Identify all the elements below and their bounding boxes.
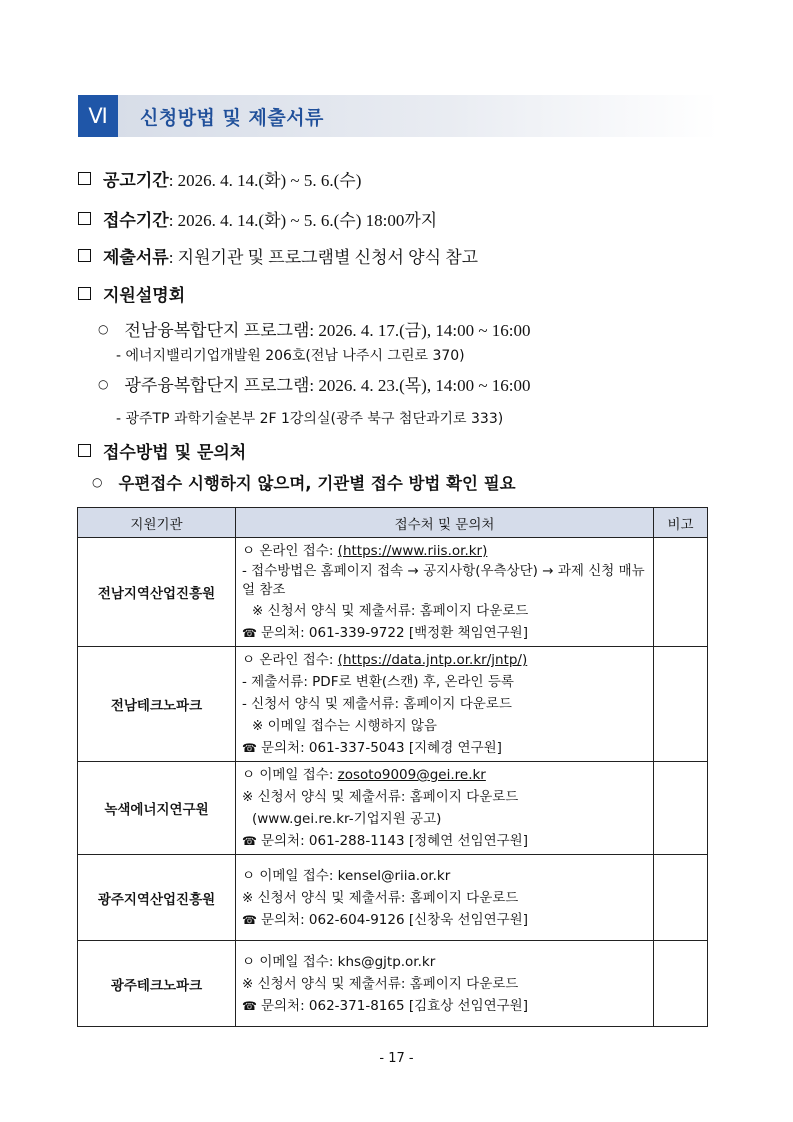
phone-icon: ☎ [242,741,257,755]
line-text: ㅇ 이메일 접수: kensel@riia.or.kr [242,867,451,884]
briefing-heading [78,281,185,306]
contact-table [77,507,708,1027]
org-name: 광주테크노파크 [78,941,236,1027]
table-row [78,647,708,762]
receipt-period [78,206,437,231]
docs-text: : 지원기관 및 프로그램별 신청서 양식 참고 [168,248,479,267]
briefing-place-2 [116,408,503,428]
receipt-label: 접수기간 [103,211,169,231]
phone-icon: ☎ [242,998,257,1013]
line-text: ※ 신청서 양식 및 제출서류: 홈페이지 다운로드 [242,789,519,805]
line-text: - 제출서류: PDF로 변환(스캔) 후, 온라인 등록 [242,674,514,690]
line-text: ㅇ 온라인 접수: [242,652,338,668]
contact-info [236,538,654,647]
briefing-place-1 [116,345,465,365]
org-name: 전남지역산업진흥원 [78,538,236,647]
bullet-circle-icon: ○ [92,475,103,489]
line-text: ※ 신청서 양식 및 제출서류: 홈페이지 다운로드 [252,603,529,619]
contact-info [236,762,654,855]
session-title: 전남융복합단지 프로그램: 2026. 4. 17.(금), 14:00 ~ 16:00 [124,321,531,340]
line-text: 문의처: 061-339-9722 [백정환 책임연구원] [260,625,528,641]
link[interactable]: (https://data.jntp.or.kr/jntp/) [337,652,528,668]
line-text: (www.gei.re.kr-기업지원 공고) [252,811,442,827]
header-contact: 접수처 및 문의처 [236,508,654,538]
remark-cell [654,762,708,855]
section-number: Ⅵ [78,95,118,137]
line-text: 문의처: 062-604-9126 [신창욱 선임연구원] [260,911,528,928]
briefing-session-1 [98,316,531,341]
session-place: - 광주TP 과학기술본부 2F 1강의실(광주 북구 첨단과기로 333) [116,411,504,427]
checkbox-square-icon [78,172,91,185]
method-note-text: 우편접수 시행하지 않으며, 기관별 접수 방법 확인 필요 [118,474,516,493]
table-row [78,941,708,1027]
submit-docs [78,243,478,268]
announce-text: : 2026. 4. 14.(화) ~ 5. 6.(수) [168,171,362,190]
line-text: 문의처: 061-288-1143 [정혜연 선임연구원] [260,833,528,849]
section-title: 신청방법 및 제출서류 [118,95,718,137]
phone-icon: ☎ [242,626,257,640]
remark-cell [654,538,708,647]
briefing-label: 지원설명회 [103,286,186,306]
link[interactable]: (https://www.riis.or.kr) [337,543,488,559]
announce-period [78,166,361,191]
phone-icon: ☎ [242,834,257,848]
table-row [78,762,708,855]
line-text: ※ 신청서 양식 및 제출서류: 홈페이지 다운로드 [242,975,519,992]
table-row [78,538,708,647]
briefing-session-2 [98,371,531,396]
line-text: ㅇ 이메일 접수: [242,767,338,783]
line-text: - 신청서 양식 및 제출서류: 홈페이지 다운로드 [242,696,512,712]
header-org: 지원기관 [78,508,236,538]
session-title: 광주융복합단지 프로그램: 2026. 4. 23.(목), 14:00 ~ 16:00 [124,376,531,395]
remark-cell [654,855,708,941]
org-name: 전남테크노파크 [78,647,236,762]
table-row [78,855,708,941]
contact-info [236,941,654,1027]
contact-info [236,647,654,762]
session-place: - 에너지밸리기업개발원 206호(전남 나주시 그린로 370) [116,348,465,364]
receipt-text: : 2026. 4. 14.(화) ~ 5. 6.(수) 18:00까지 [168,211,438,230]
remark-cell [654,941,708,1027]
page-number: - 17 - [379,1051,414,1066]
method-note [92,470,516,494]
checkbox-square-icon [78,287,91,300]
method-label: 접수방법 및 문의처 [103,443,247,463]
checkbox-square-icon [78,444,91,457]
checkbox-square-icon [78,249,91,262]
line-text: 문의처: 061-337-5043 [지혜경 연구원] [260,740,502,756]
remark-cell [654,647,708,762]
line-text: ㅇ 이메일 접수: khs@gjtp.or.kr [242,953,436,970]
table-header-row [78,508,708,538]
bullet-circle-icon: ○ [98,376,109,391]
checkbox-square-icon [78,212,91,225]
header-remark: 비고 [654,508,708,538]
method-heading [78,438,246,463]
line-text: - 접수방법은 홈페이지 접속 → 공지사항(우측상단) → 과제 신청 매뉴얼 참조 [242,563,645,598]
docs-label: 제출서류 [103,248,169,268]
org-name: 광주지역산업진흥원 [78,855,236,941]
bullet-circle-icon: ○ [98,321,109,336]
section-header [78,95,718,137]
phone-icon: ☎ [242,912,257,927]
contact-info [236,855,654,941]
line-text: 문의처: 062-371-8165 [김효상 선임연구원] [260,997,528,1014]
org-name: 녹색에너지연구원 [78,762,236,855]
line-text: ※ 신청서 양식 및 제출서류: 홈페이지 다운로드 [242,889,519,906]
line-text: ※ 이메일 접수는 시행하지 않음 [252,718,437,734]
line-text: ㅇ 온라인 접수: [242,543,338,559]
link[interactable]: zosoto9009@gei.re.kr [337,767,486,783]
announce-label: 공고기간 [103,171,169,191]
